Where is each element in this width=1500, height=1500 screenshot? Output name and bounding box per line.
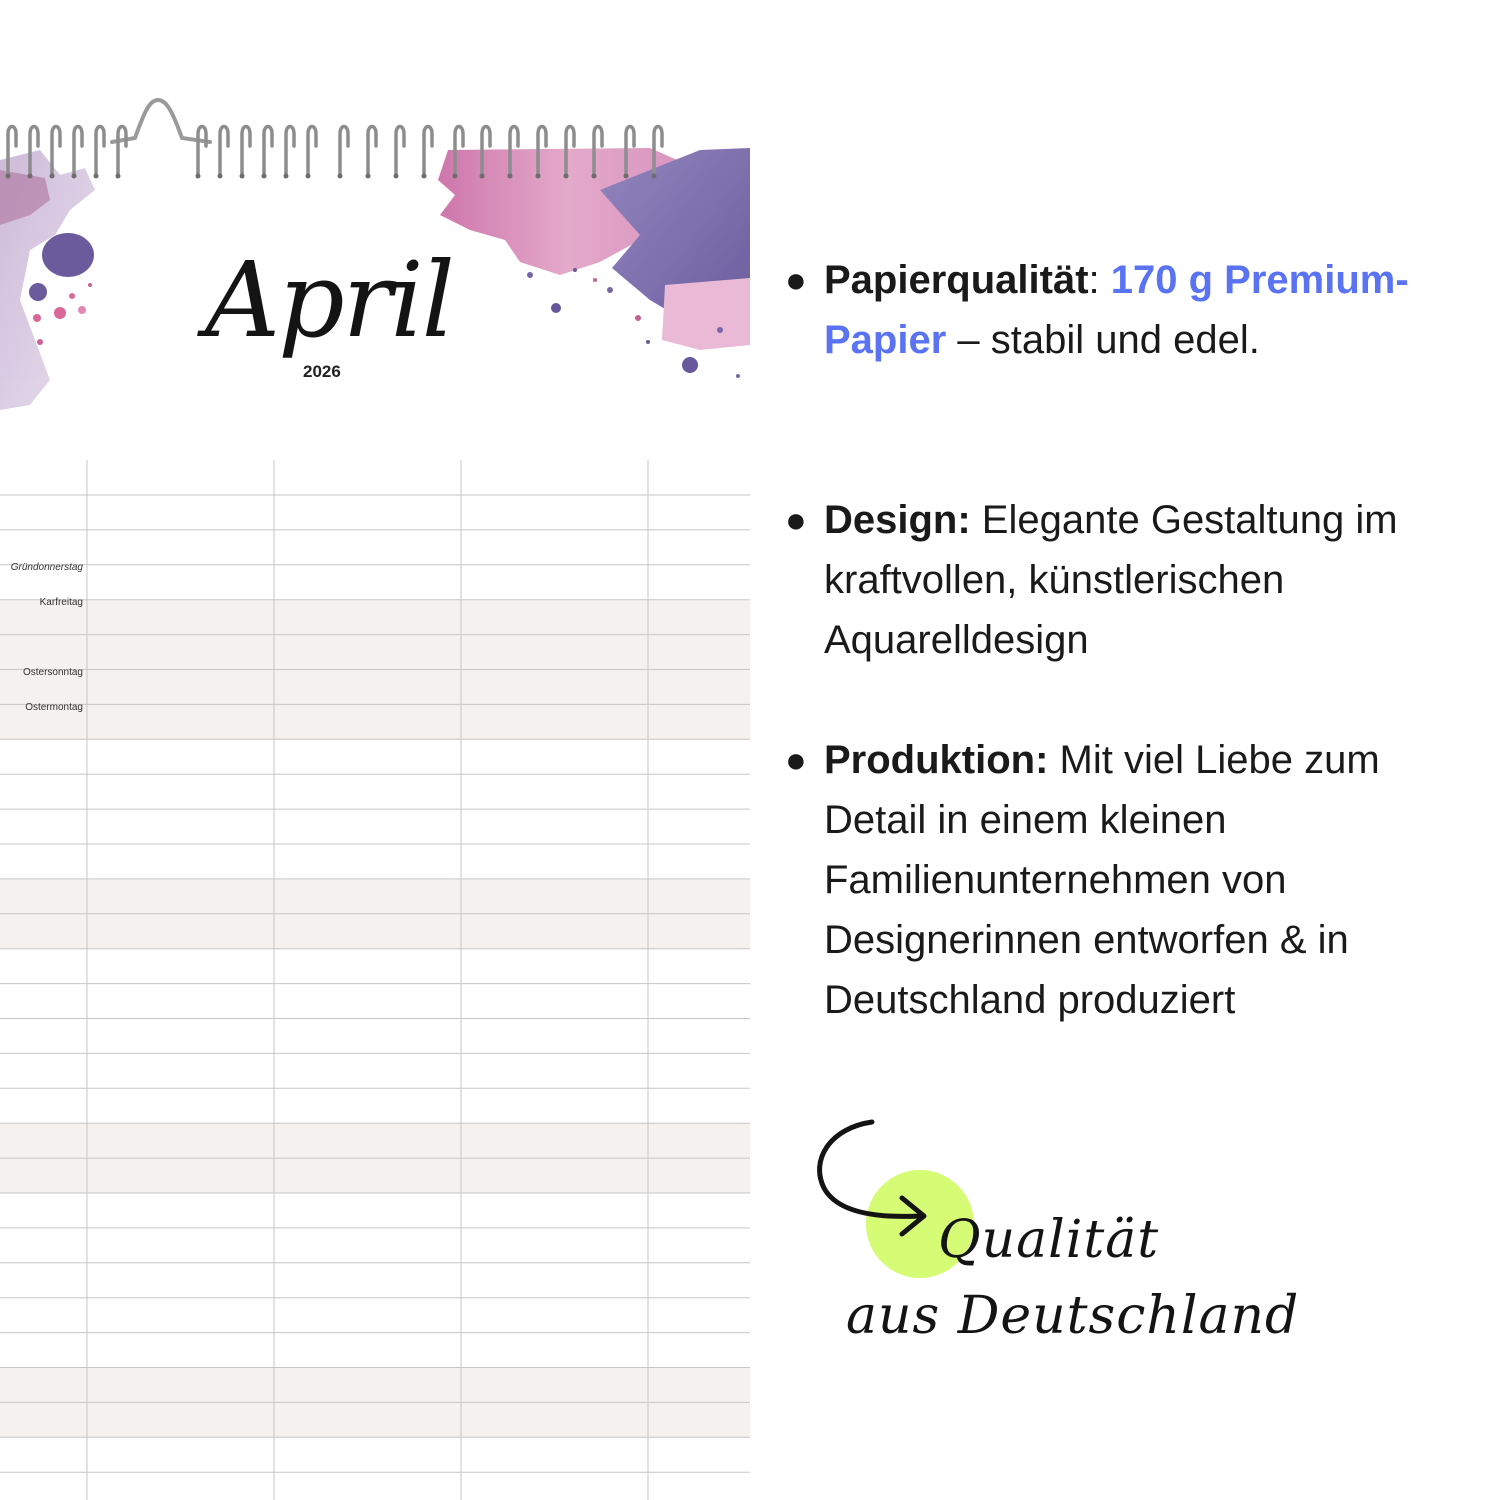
badge-line-2: aus Deutschland xyxy=(846,1286,1300,1346)
punch-hole xyxy=(338,174,343,179)
weekend-row xyxy=(0,701,750,739)
quality-badge xyxy=(810,1110,1300,1370)
weekend-row xyxy=(0,914,750,949)
feature-title: Design: xyxy=(824,498,971,542)
punch-hole xyxy=(592,174,597,179)
feature-text: Mit viel Liebe zum Detail in einem kleinen Familienunternehmen von Designerinnen entworfen & in Deutschland produziert xyxy=(824,738,1380,1022)
feature-highlight: 170 g Premium-Papier xyxy=(824,258,1409,362)
punch-hole xyxy=(218,174,223,179)
month-title: April xyxy=(205,239,453,361)
feature-production xyxy=(785,730,1465,1030)
feature-title-suffix: : xyxy=(1088,258,1100,302)
punch-hole xyxy=(284,174,289,179)
punch-hole xyxy=(422,174,427,179)
punch-hole xyxy=(508,174,513,179)
punch-hole xyxy=(50,174,55,179)
year-label: 2026 xyxy=(303,362,341,381)
bullet-icon: ● xyxy=(785,739,807,780)
punch-hole xyxy=(306,174,311,179)
bullet-icon: ● xyxy=(785,259,807,300)
holiday-label: Ostersonntag xyxy=(22,666,83,678)
feature-paper-quality xyxy=(785,250,1465,370)
weekend-row xyxy=(0,1368,750,1403)
punch-hole xyxy=(453,174,458,179)
weekend-row xyxy=(0,1402,750,1437)
weekend-row xyxy=(0,670,750,705)
punch-hole xyxy=(28,174,33,179)
punch-hole xyxy=(536,174,541,179)
punch-hole xyxy=(624,174,629,179)
punch-hole xyxy=(366,174,371,179)
weekend-row xyxy=(0,1123,750,1158)
weekend-row xyxy=(0,1158,750,1193)
feature-text: – stabil und edel. xyxy=(946,318,1260,362)
punch-hole xyxy=(196,174,201,179)
bullet-icon: ● xyxy=(785,499,807,540)
feature-design xyxy=(785,490,1465,670)
punch-hole xyxy=(72,174,77,179)
badge-line-1: Qualität xyxy=(938,1210,1160,1270)
punch-hole xyxy=(394,174,399,179)
punch-hole xyxy=(262,174,267,179)
weekend-row xyxy=(0,879,750,914)
punch-hole xyxy=(564,174,569,179)
punch-hole xyxy=(480,174,485,179)
holiday-label: Karfreitag xyxy=(39,597,83,609)
weekend-row xyxy=(0,635,750,670)
punch-hole xyxy=(6,174,11,179)
punch-hole xyxy=(652,174,657,179)
punch-hole xyxy=(116,174,121,179)
feature-title: Papierqualität xyxy=(824,258,1089,302)
feature-text: Elegante Gestaltung im kraftvollen, künstlerischen Aquarelldesign xyxy=(824,498,1398,662)
holiday-label: Gründonnerstag xyxy=(10,562,83,574)
feature-title: Produktion: xyxy=(824,738,1049,782)
punch-hole xyxy=(240,174,245,179)
holiday-label: Ostermontag xyxy=(25,701,83,713)
weekend-row xyxy=(0,600,750,635)
punch-hole xyxy=(94,174,99,179)
